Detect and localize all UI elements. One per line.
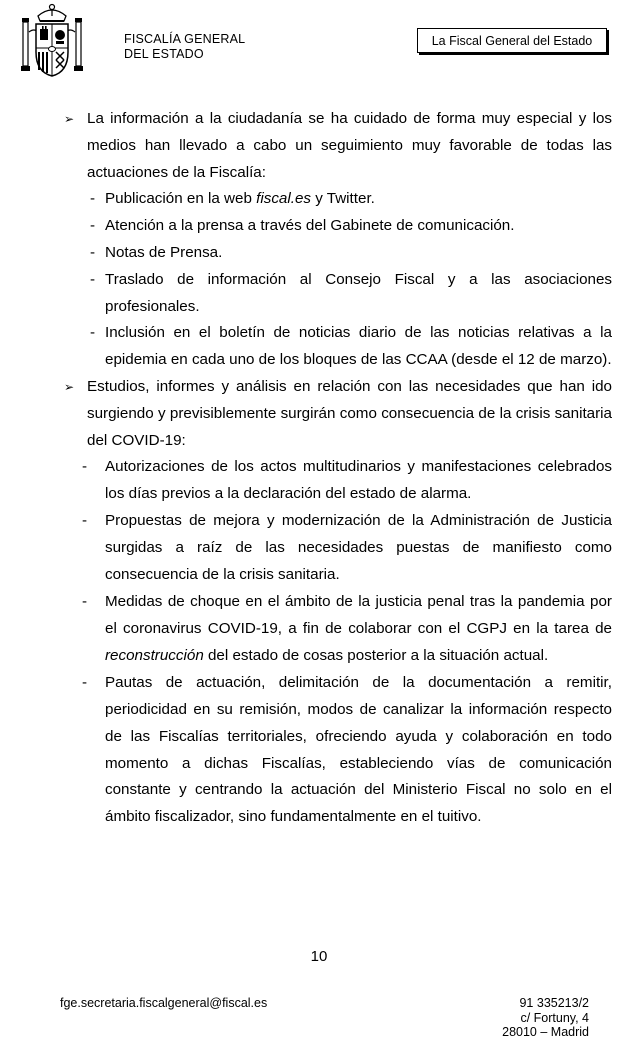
dash-bullet: - xyxy=(90,270,96,288)
website-name: fiscal.es xyxy=(256,190,312,208)
dash-bullet: - xyxy=(90,324,96,342)
emphasized-word: reconstrucción xyxy=(105,646,204,664)
organization-line-2: DEL ESTADO xyxy=(124,47,204,61)
bullet-item xyxy=(64,106,612,186)
coat-of-arms-logo xyxy=(16,2,88,78)
sub-item-text: Publicación en la web fiscal.es y Twitter. xyxy=(105,190,375,208)
dash-bullet: - xyxy=(90,190,96,208)
sub-list-item xyxy=(64,186,612,213)
footer-city: 28010 – Madrid xyxy=(502,1025,589,1039)
bullet-item xyxy=(64,374,612,454)
sub-item-text: Traslado de información al Consejo Fiscal y a las asociaciones profesionales. xyxy=(105,270,612,315)
footer-street: c/ Fortuny, 4 xyxy=(520,1010,589,1025)
sub-item-text: Notas de Prensa. xyxy=(105,243,223,261)
sub-list-item xyxy=(64,213,612,240)
sub-list-item xyxy=(64,670,612,831)
sub-list-item xyxy=(64,240,612,267)
sub-item-text: Propuestas de mejora y modernización de la Administración de Justicia surgidas a raíz de las necesidades puestas de manifiesto como consecuencia de la crisis sanitaria. xyxy=(105,512,612,584)
sub-list-item xyxy=(64,320,612,374)
bullet-text: Estudios, informes y análisis en relación con las necesidades que han ido surgiendo y previsiblemente surgirán como consecuencia de la crisis sanitaria del COVID-19: xyxy=(87,377,612,449)
footer-phone: 91 335213/2 xyxy=(519,996,589,1010)
document-body xyxy=(64,106,612,832)
organization-line-1: FISCALÍA GENERAL xyxy=(124,32,246,46)
header-title: La Fiscal General del Estado xyxy=(431,33,593,48)
dash-bullet: - xyxy=(82,674,88,692)
sub-item-text: Atención a la prensa a través del Gabinete de comunicación. xyxy=(105,217,515,235)
sub-item-text: Inclusión en el boletín de noticias diario de las noticias relativas a la epidemia en cada uno de los bloques de las CCAA (desde el 12 de marzo). xyxy=(105,324,612,369)
footer-contact xyxy=(502,996,589,1040)
footer-email: fge.secretaria.fiscalgeneral@fiscal.es xyxy=(60,996,268,1010)
dash-bullet: - xyxy=(82,512,88,530)
sub-list-item xyxy=(64,454,612,508)
dash-bullet: - xyxy=(90,243,96,261)
header-title-box xyxy=(417,28,607,53)
sub-item-text: Autorizaciones de los actos multitudinarios y manifestaciones celebrados los días previos a la declaración del estado de alarma. xyxy=(105,458,612,503)
page-number: 10 xyxy=(310,948,328,965)
dash-bullet: - xyxy=(90,217,96,235)
sub-list-item xyxy=(64,508,612,588)
organization-name xyxy=(124,32,245,62)
arrow-bullet-icon: ➢ xyxy=(64,112,75,126)
bullet-text: La información a la ciudadanía se ha cuidado de forma muy especial y los medios han llevado a cabo un seguimiento muy favorable de todas las actuaciones de la Fiscalía: xyxy=(87,110,612,181)
sub-list-item xyxy=(64,589,612,669)
dash-bullet: - xyxy=(82,458,88,476)
sub-item-text: Medidas de choque en el ámbito de la justicia penal tras la pandemia por el coronavirus COVID-19, a fin de colaborar con el CGPJ en la tarea de reconstrucción del estado de cosas posterior a la situación actual. xyxy=(105,593,612,664)
sub-item-text: Pautas de actuación, delimitación de la documentación a remitir, periodicidad en su remisión, modos de canalizar la información respecto de las Fiscalías territoriales, ofreciendo ayuda y colaboración en todo momento a dichas Fiscalías, estableciendo vías de comunicación constante y centrando la actuación del Ministerio Fiscal no solo en el ámbito fiscalizador, sino fundamentalmente en el tuitivo. xyxy=(105,674,612,826)
sub-list-item xyxy=(64,267,612,321)
arrow-bullet-icon: ➢ xyxy=(64,379,75,394)
dash-bullet: - xyxy=(82,593,88,611)
